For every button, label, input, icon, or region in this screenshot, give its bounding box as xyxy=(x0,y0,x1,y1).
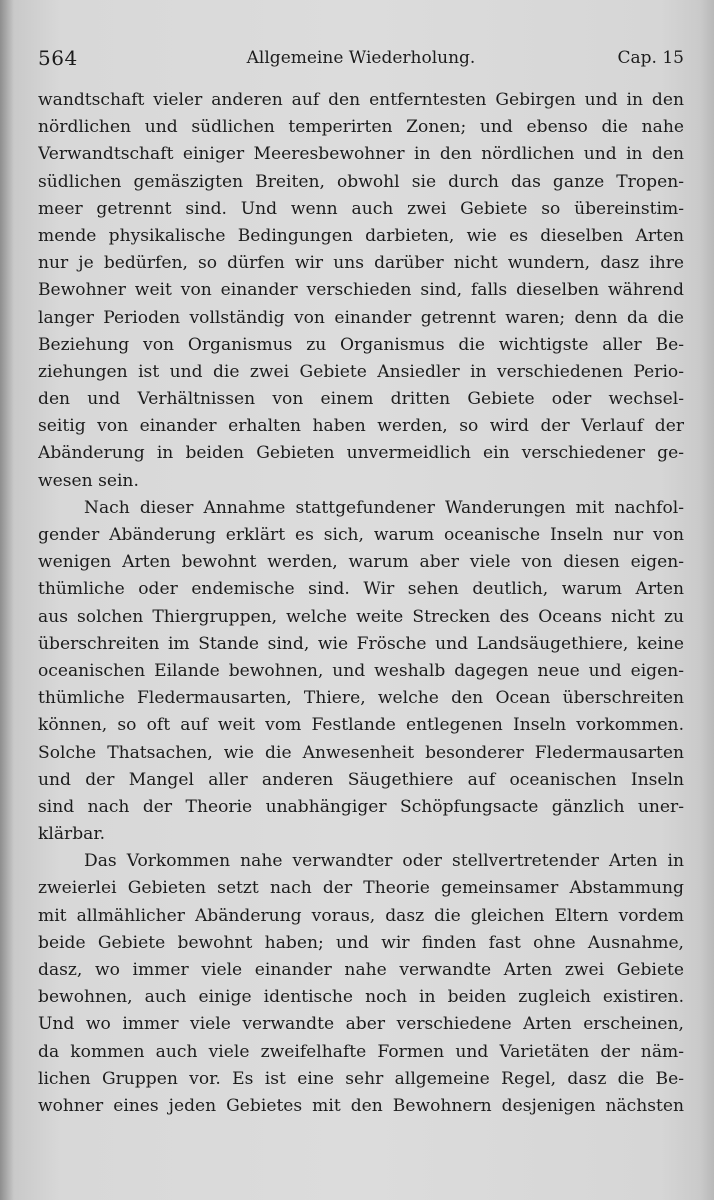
text-line: langer Perioden vollständig von einander getrennt waren; denn da die xyxy=(38,307,684,328)
text-line: sind nach der Theorie unabhängiger Schöpfungsacte gänzlich uner- xyxy=(38,796,684,817)
text-line: wenigen Arten bewohnt werden, warum aber viele von diesen eigen- xyxy=(38,552,684,573)
text-line: mit allmählicher Abänderung voraus, dasz die gleichen Eltern vordem xyxy=(38,905,684,926)
text-line: gender Abänderung erklärt es sich, warum oceanische Inseln nur von xyxy=(38,525,684,545)
text-line: bewohnen, auch einige identische noch in beiden zugleich existiren. xyxy=(38,987,684,1008)
paragraph xyxy=(38,848,684,1120)
text-line: Das Vorkommen nahe verwandter oder stellvertretender Arten in xyxy=(84,851,684,872)
text-line: thümliche oder endemische sind. Wir sehen deutlich, warum Arten xyxy=(38,579,684,600)
text-line: meer getrennt sind. Und wenn auch zwei Gebiete so übereinstim- xyxy=(38,198,684,219)
text-line: Bewohner weit von einander verschieden sind, falls dieselben während xyxy=(38,280,684,301)
text-line: und der Mangel aller anderen Säugethiere auf oceanischen Inseln xyxy=(38,769,684,790)
chapter-label: Cap. 15 xyxy=(617,48,684,68)
text-line: seitig von einander erhalten haben werden, so wird der Verlauf der xyxy=(38,416,684,437)
paragraph xyxy=(38,495,684,848)
text-line: nur je bedürfen, so dürfen wir uns darüber nicht wundern, dasz ihre xyxy=(38,253,684,274)
text-line: Abänderung in beiden Gebieten unvermeidlich ein verschiedener ge- xyxy=(38,443,684,464)
text-line: zweierlei Gebieten setzt nach der Theorie gemeinsamer Abstammung xyxy=(38,878,684,899)
text-line: nördlichen und südlichen temperirten Zonen; und ebenso die nahe xyxy=(38,117,684,138)
text-line: klärbar. xyxy=(38,824,106,845)
text-line: wohner eines jeden Gebietes mit den Bewohnern desjenigen nächsten xyxy=(38,1095,684,1116)
text-line: den und Verhältnissen von einem dritten Gebiete oder wechsel- xyxy=(38,389,684,410)
text-line: können, so oft auf weit vom Festlande entlegenen Inseln vorkommen. xyxy=(38,715,684,736)
text-line: dasz, wo immer viele einander nahe verwandte Arten zwei Gebiete xyxy=(38,960,684,980)
text-line: thümliche Fledermausarten, Thiere, welche den Ocean überschreiten xyxy=(38,688,684,709)
paragraph xyxy=(38,87,684,495)
running-title: Allgemeine Wiederholung. xyxy=(246,48,476,68)
text-line: Und wo immer viele verwandte aber verschiedene Arten erscheinen, xyxy=(38,1014,684,1035)
text-line: oceanischen Eilande bewohnen, und weshalb dagegen neue und eigen- xyxy=(38,660,684,681)
text-line: da kommen auch viele zweifelhafte Formen und Varietäten der näm- xyxy=(38,1041,684,1062)
text-line: Beziehung von Organismus zu Organismus die wichtigste aller Be- xyxy=(38,334,684,355)
text-line: beide Gebiete bewohnt haben; und wir finden fast ohne Ausnahme, xyxy=(38,932,684,953)
text-line: Solche Thatsachen, wie die Anwesenheit besonderer Fledermausarten xyxy=(38,742,684,763)
page-number: 564 xyxy=(38,46,78,70)
text-line: Nach dieser Annahme stattgefundener Wanderungen mit nachfol- xyxy=(84,497,684,518)
text-line: mende physikalische Bedingungen darbieten, wie es dieselben Arten xyxy=(38,225,684,246)
text-line: lichen Gruppen vor. Es ist eine sehr allgemeine Regel, dasz die Be- xyxy=(38,1068,684,1089)
text-line: überschreiten im Stande sind, wie Frösche und Landsäugethiere, keine xyxy=(38,633,684,654)
text-line: wesen sein. xyxy=(38,470,139,491)
text-line: aus solchen Thiergruppen, welche weite Strecken des Oceans nicht zu xyxy=(38,606,684,627)
body-text xyxy=(38,87,684,1120)
text-line: ziehungen ist und die zwei Gebiete Ansiedler in verschiedenen Perio- xyxy=(38,361,684,382)
page-header xyxy=(38,46,684,76)
text-line: südlichen gemäszigten Breiten, obwohl sie durch das ganze Tropen- xyxy=(38,171,684,192)
text-line: Verwandtschaft einiger Meeresbewohner in den nördlichen und in den xyxy=(38,144,684,165)
text-line: wandtschaft vieler anderen auf den entferntesten Gebirgen und in den xyxy=(38,90,684,110)
